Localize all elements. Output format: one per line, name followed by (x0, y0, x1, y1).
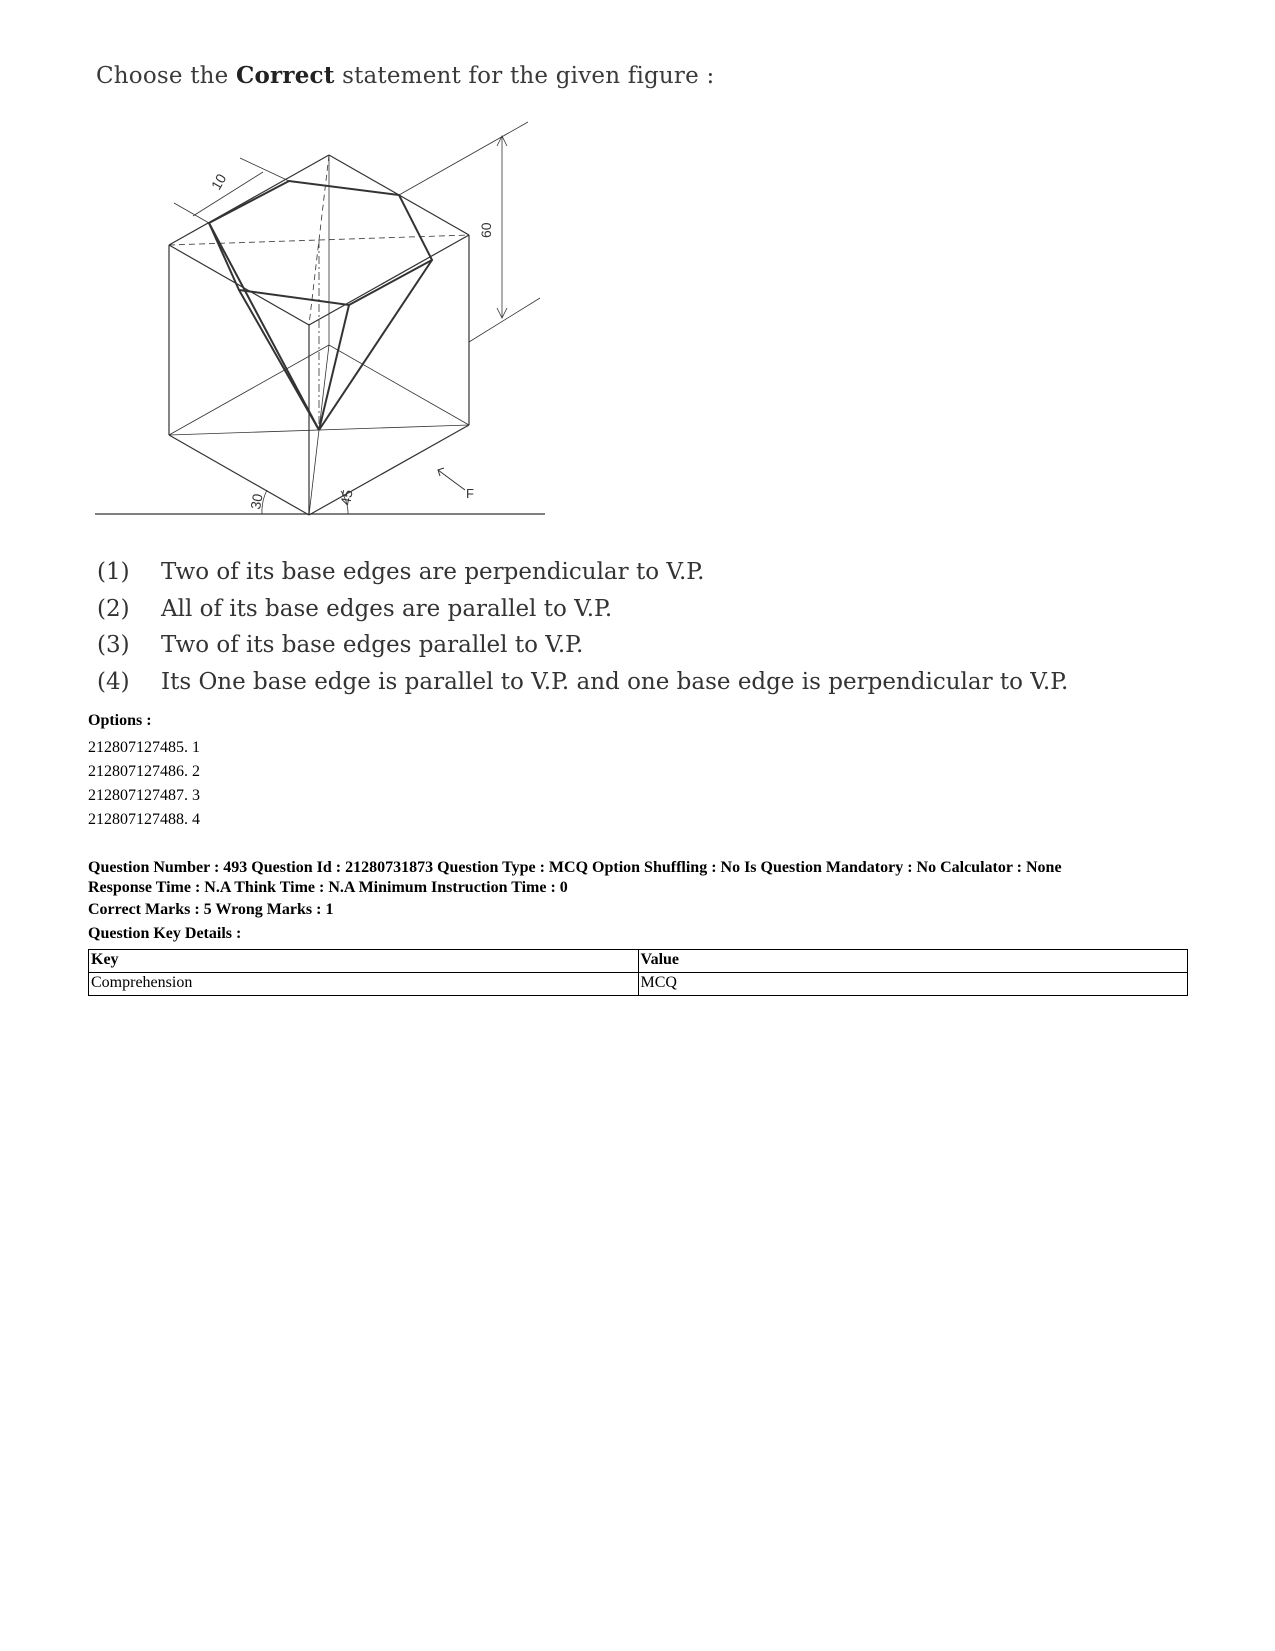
key-details-table (88, 949, 1188, 996)
choice-text: Its One base edge is parallel to V.P. and one base edge is perpendicular to V.P. (161, 668, 1069, 695)
view-arrow-label: F (466, 486, 474, 501)
choice-item (97, 554, 1068, 591)
slant-edge (209, 223, 319, 430)
choice-item (97, 591, 1068, 628)
question-meta (88, 858, 1188, 898)
choice-item (97, 664, 1068, 701)
option-item: 212807127485. 1 (88, 739, 200, 756)
table-header-cell: Key (89, 950, 639, 973)
marks-line: Correct Marks : 5 Wrong Marks : 1 (88, 901, 334, 918)
dim-label-top: 10 (207, 171, 230, 193)
choice-text: Two of its base edges are perpendicular to V.P. (161, 559, 705, 586)
prompt-post: statement for the given figure : (334, 63, 715, 89)
box-edge (169, 435, 309, 515)
choice-text: Two of its base edges parallel to V.P. (161, 632, 584, 659)
angle-label-right: 45 (337, 488, 356, 507)
choice-list (97, 554, 1068, 700)
prompt-pre: Choose the (96, 63, 237, 89)
slant-edge (319, 305, 349, 430)
option-item: 212807127487. 3 (88, 787, 200, 804)
choice-item (97, 627, 1068, 664)
choice-number: (1) (97, 559, 130, 586)
dimension-line (399, 122, 528, 195)
choice-number: (3) (97, 632, 130, 659)
question-prompt (96, 62, 714, 89)
box-edge (309, 235, 469, 325)
view-arrow (438, 470, 465, 490)
table-row (89, 973, 1188, 996)
choice-text: All of its base edges are parallel to V.P. (161, 595, 613, 622)
key-details-label: Question Key Details : (88, 925, 242, 942)
option-item: 212807127486. 2 (88, 763, 200, 780)
box-edge (169, 155, 329, 245)
box-edge (309, 425, 469, 515)
hidden-edge (169, 345, 329, 435)
slant-edge (239, 290, 319, 430)
dimension-line (174, 203, 209, 223)
options-label: Options : (88, 712, 152, 729)
choice-number: (4) (97, 668, 130, 695)
meta-line-1: Question Number : 493 Question Id : 21280731873 Question Type : MCQ Option Shuffling : No Is Question Mandatory : No Calculator : None (88, 859, 1062, 876)
table-cell: Comprehension (89, 973, 639, 996)
table-cell: MCQ (638, 973, 1188, 996)
choice-number: (2) (97, 595, 130, 622)
dimension-line (469, 298, 540, 342)
dimension-line (240, 158, 289, 181)
options-list (88, 736, 200, 832)
option-item: 212807127488. 4 (88, 811, 200, 828)
slant-edge (319, 260, 432, 430)
prompt-bold: Correct (236, 62, 335, 89)
table-header-cell: Value (638, 950, 1188, 973)
table-header-row (89, 950, 1188, 973)
angle-label-left: 30 (247, 492, 266, 511)
meta-line-2: Response Time : N.A Think Time : N.A Minimum Instruction Time : 0 (88, 879, 568, 896)
dim-label-height: 60 (478, 222, 494, 238)
isometric-figure (90, 118, 590, 548)
box-edge (169, 245, 309, 325)
